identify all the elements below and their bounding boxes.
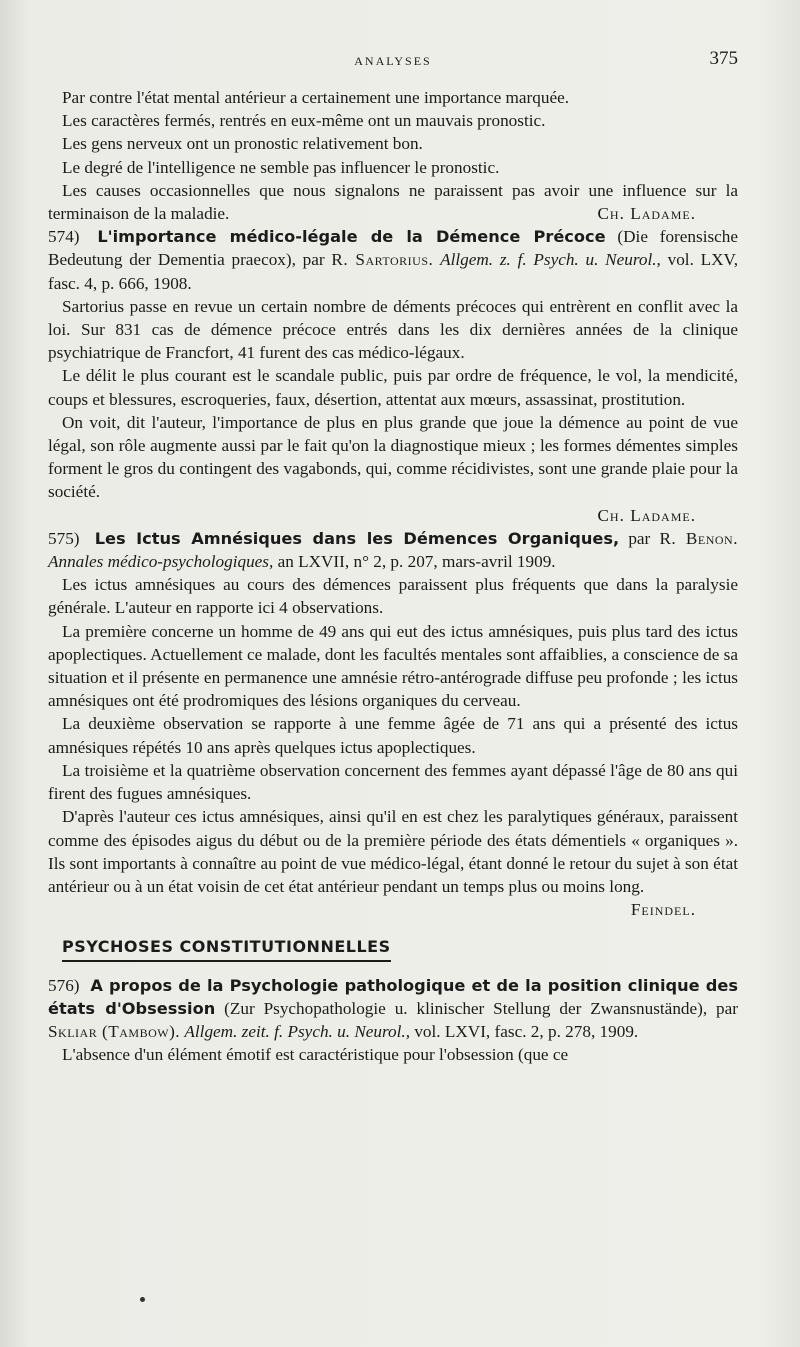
signature: Ch. Ladame. (597, 505, 696, 525)
entry-journal: Allgem. zeit. f. Psych. u. Neurol., (184, 1021, 411, 1041)
entry-heading (48, 225, 738, 295)
signature: Ch. Ladame. (597, 204, 696, 224)
entry-paragraph: La deuxième observation se rapporte à une femme âgée de 71 ans qui a présenté des ictus amnésiques répétés 10 ans après quelques ictus apoplectiques. (48, 714, 738, 757)
entry-reference: par (628, 528, 651, 548)
entry-574 (48, 225, 738, 527)
entry-paragraph: Sartorius passe en revue un certain nombre de déments précoces qui entrèrent en conflit avec la loi. Sur 831 cas de démence précoce entrés dans les dix dernières années de la clinique psychiatrique de Francfort, 41 furent des cas médico-légaux. (48, 296, 738, 363)
intro-paragraph: Les caractères fermés, rentrés en eux-même ont un mauvais pronostic. (62, 111, 546, 131)
section-heading: PSYCHOSES CONSTITUTIONNELLES (62, 935, 391, 961)
entry-575 (48, 527, 738, 921)
entry-number: 575) (48, 528, 80, 548)
page-header (48, 48, 738, 72)
intro-last-text: Les causes occasionnelles que nous signalons ne paraissent pas avoir une influence sur la terminaison de la maladie. (48, 180, 738, 224)
entry-paragraph: D'après l'auteur ces ictus amnésiques, ainsi qu'il en est chez les paralytiques généraux, paraissent comme des épisodes aigus du début ou de la première période des états démentiels « organiques ». Ils sont importants à connaître au point de vue médico-légal, étant donné le retour du sujet à son état antérieur ou à un état voisin de cet état antérieur pendant un temps plus ou moins long. (48, 807, 738, 896)
entry-author: Skliar (Tambow). (48, 1021, 181, 1041)
entry-heading (48, 974, 738, 1044)
entry-author: R. Sartorius. (331, 250, 434, 270)
entry-paragraph: On voit, dit l'auteur, l'importance de plus en plus grande que joue la démence au point de vue légal, son rôle augmente aussi par le fait qu'on la diagnostique mieux ; les formes démentes simples forment le gros du contingent des vagabonds, qui, comme récidivistes, sont une grande plaie pour la société. (48, 412, 738, 502)
entry-journal: Allgem. z. f. Psych. u. Neurol., (440, 250, 661, 270)
entry-paragraph: Le délit le plus courant est le scandale public, puis par ordre de fréquence, le vol, la mendicité, coups et blessures, escroqueries, faux, désertion, attentat aux mœurs, assassinat, prostitution. (48, 366, 738, 409)
signature: Feindel. (630, 900, 696, 920)
entry-reference: (Zur Psychopathologie u. klinischer Stellung der Zwansnustände), par (224, 998, 739, 1018)
entry-title: L'importance médico-légale de la Démence Précoce (97, 227, 606, 247)
entry-paragraph: La troisième et la quatrième observation concernent des femmes ayant dépassé l'âge de 80 ans qui firent des fugues amnésiques. (48, 760, 738, 804)
page-number: 375 (709, 48, 738, 69)
entry-number: 576) (48, 975, 80, 995)
entry-author: R. Benon. (659, 528, 738, 548)
entry-title: A propos de la Psychologie pathologique et de la position clinique des états d'Obsession (48, 975, 738, 1018)
page-body (48, 86, 738, 1066)
entry-journal: Annales médico-psychologiques, (48, 552, 274, 572)
intro-paragraph: Par contre l'état mental antérieur a certainement une importance marquée. (62, 88, 570, 107)
intro-section (48, 86, 738, 225)
entry-reference-tail: vol. LXVI, fasc. 2, p. 278, 1909. (414, 1021, 639, 1041)
intro-paragraph: Les gens nerveux ont un pronostic relativement bon. (62, 134, 423, 154)
entry-paragraph: L'absence d'un élément émotif est caractéristique pour l'obsession (que ce (62, 1045, 569, 1065)
entry-reference: (Die forensische Bedeutung der Dementia praecox), par (48, 227, 739, 270)
print-speck (140, 1297, 145, 1302)
entry-paragraph: La première concerne un homme de 49 ans qui eut des ictus amnésiques, puis plus tard des ictus apoplectiques. Actuellement ce malade, dont les facultés mentales sont affaiblies, a conscience de sa situation et il présente en permanence une amnésie rétro-antérograde diffuse peu profonde ; les ictus amnésiques ont été prodromiques des lésions organiques du cerveau. (48, 621, 738, 711)
entry-576 (48, 974, 738, 1067)
entry-paragraph: Les ictus amnésiques au cours des démences paraissent plus fréquents que dans la paralysie générale. L'auteur en rapporte ici 4 observations. (48, 575, 738, 618)
entry-reference-tail: vol. LXV, fasc. 4, p. 666, 1908. (48, 250, 739, 293)
running-head: ANALYSES (354, 54, 432, 68)
entry-reference-tail: an LXVII, n° 2, p. 207, mars-avril 1909. (277, 552, 556, 572)
entry-heading (48, 527, 738, 573)
entry-number: 574) (48, 227, 80, 247)
intro-paragraph: Le degré de l'intelligence ne semble pas influencer le pronostic. (62, 157, 500, 177)
entry-title: Les Ictus Amnésiques dans les Démences Organiques, (94, 528, 620, 548)
intro-paragraph (48, 179, 738, 225)
